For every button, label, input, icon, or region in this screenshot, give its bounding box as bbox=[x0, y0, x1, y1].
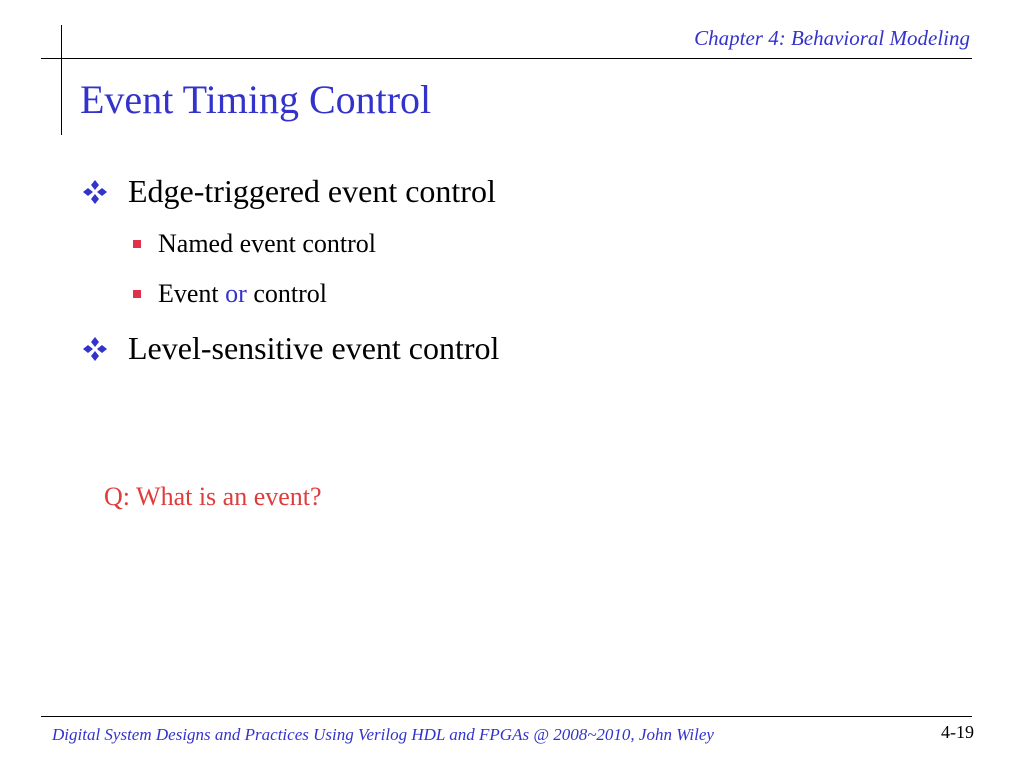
header-horizontal-divider bbox=[41, 58, 972, 59]
sub-bullet-post: control bbox=[246, 279, 327, 308]
diamond-four-icon bbox=[82, 179, 108, 205]
footer-divider bbox=[41, 716, 972, 717]
header-vertical-divider bbox=[61, 25, 62, 135]
keyword-or: or bbox=[225, 279, 247, 308]
sub-bullet-pre: Event bbox=[158, 279, 226, 308]
bullet-text: Edge-triggered event control bbox=[128, 173, 496, 209]
diamond-four-icon bbox=[82, 336, 108, 362]
bullet-level-sensitive bbox=[82, 330, 499, 367]
chapter-heading: Chapter 4: Behavioral Modeling bbox=[694, 26, 970, 50]
slide-title: Event Timing Control bbox=[80, 77, 432, 122]
sub-bullet-event-or bbox=[133, 279, 327, 309]
bullet-text: Level-sensitive event control bbox=[128, 330, 500, 366]
sub-bullet-text: Named event control bbox=[158, 229, 377, 258]
square-bullet-icon bbox=[133, 290, 141, 298]
sub-bullet-text bbox=[158, 279, 327, 309]
page-number: 4-19 bbox=[941, 722, 974, 742]
question-text: Q: What is an event? bbox=[104, 482, 322, 511]
footer-text: Digital System Designs and Practices Using Verilog HDL and FPGAs @ 2008~2010, John Wiley bbox=[52, 725, 714, 744]
sub-bullet-named-event bbox=[133, 229, 376, 259]
bullet-edge-triggered bbox=[82, 173, 496, 210]
square-bullet-icon bbox=[133, 240, 141, 248]
